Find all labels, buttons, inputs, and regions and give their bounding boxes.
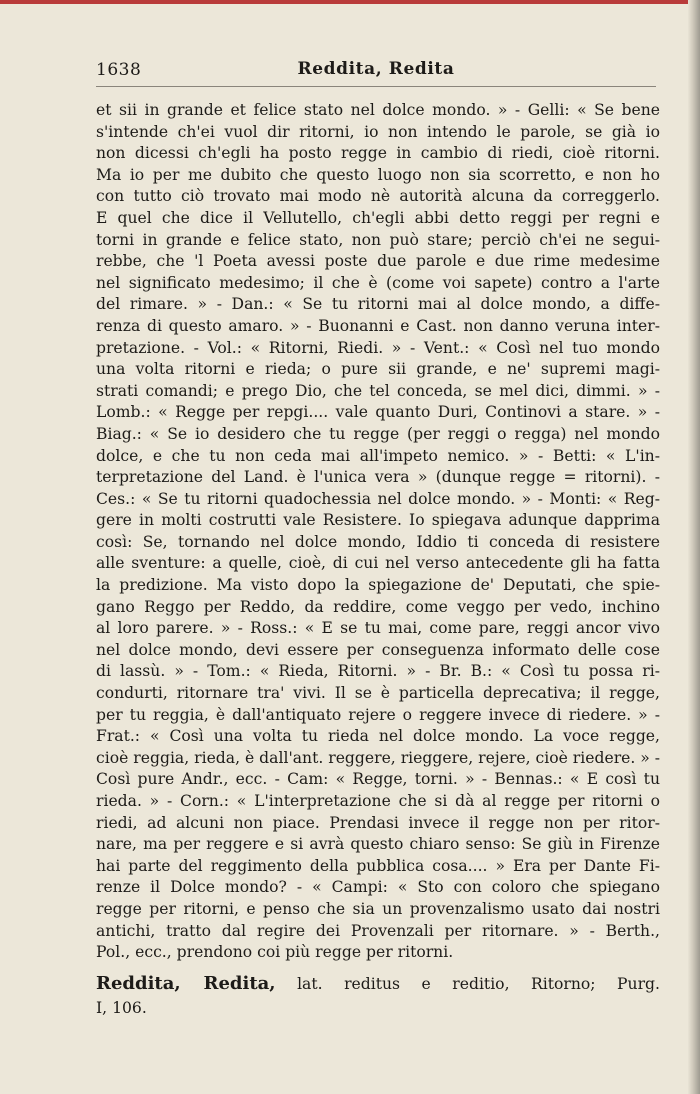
text-line: hai parte del reggimento della pubblica cosa.... » Era per Dante Fi- (96, 856, 660, 875)
text-line: et sii in grande et felice stato nel dolce mondo. » - Gelli: « Se bene (96, 101, 660, 119)
text-line: riedi, ad alcuni non piace. Prendasi invece il regge non per ritor- (96, 813, 660, 832)
text-line: torni in grande e felice stato, non può stare; perciò ch'ei ne segui- (96, 230, 660, 249)
text-line: Ces.: « Se tu ritorni quadochessia nel dolce mondo. » - Monti: « Reg- (96, 489, 660, 508)
entry-reference: I, 106. (96, 999, 147, 1017)
entry-definition: lat. reditus e reditio, Ritorno; Purg. (275, 975, 660, 993)
text-line: Ma io per me dubito che questo luogo non sia scorretto, e non ho (96, 165, 660, 184)
text-line: strati comandi; e prego Dio, che tel conceda, se mel dici, dimmi. » - (96, 381, 660, 400)
text-line: Frat.: « Così una volta tu rieda nel dolce mondo. La voce regge, (96, 727, 660, 746)
commentary-text (96, 100, 660, 964)
text-line: nare, ma per reggere e si avrà questo chiaro senso: Se giù in Firenze (96, 835, 660, 854)
text-line: del rimare. » - Dan.: « Se tu ritorni mai al dolce mondo, a diffe- (96, 295, 660, 314)
text-line: E quel che dice il Vellutello, ch'egli abbi detto reggi per regni e (96, 208, 660, 227)
text-line: cioè reggia, rieda, è dall'ant. reggere, rieggere, rejere, cioè riedere. » - (96, 748, 661, 767)
text-line: antichi, tratto dal regire dei Provenzali per ritornare. » - Berth., (96, 921, 660, 940)
text-line: Così pure Andr., ecc. - Cam: « Regge, torni. » - Bennas.: « E così tu (96, 770, 660, 789)
text-line: Lomb.: « Regge per repgi.... vale quanto Duri, Continovi a stare. » - (96, 403, 660, 422)
text-line: gere in molti costrutti vale Resistere. Io spiegava adunque dapprima (96, 511, 660, 530)
top-edge-line (0, 0, 700, 4)
entry-lemma: Reddita, Redita, (96, 973, 276, 994)
text-line: renza di questo amaro. » - Buonanni e Cast. non danno veruna inter- (96, 316, 660, 335)
text-line: alle sventure: a quelle, cioè, di cui nel verso antecedente gli ha fatta (96, 554, 660, 573)
dictionary-entry (96, 972, 660, 1020)
text-line: per tu reggia, è dall'antiquato rejere o reggere invece di riedere. » - (96, 705, 660, 724)
text-line: così: Se, tornando nel dolce mondo, Iddio ti conceda di resistere (96, 532, 660, 551)
header-rule (96, 86, 656, 87)
page-header (96, 60, 656, 86)
text-line: terpretazione del Land. è l'unica vera » (dunque regge = ritorni). - (96, 468, 660, 487)
entry-line (96, 972, 660, 996)
text-line: renze il Dolce mondo? - « Campi: « Sto con coloro che spiegano (96, 878, 660, 897)
running-head: Reddita, Redita (297, 59, 455, 79)
text-line: nel dolce mondo, devi essere per conseguenza informato delle cose (96, 640, 660, 659)
text-line: gano Reggo per Reddo, da reddire, come veggo per vedo, inchino (96, 597, 660, 616)
text-line: rieda. » - Corn.: « L'interpretazione che si dà al regge per ritorni o (96, 792, 660, 810)
text-line: s'intende ch'ei vuol dir ritorni, io non intendo le parole, se già io (96, 122, 660, 141)
text-line: una volta ritorni e rieda; o pure sii grande, e ne' supremi magi- (96, 360, 660, 379)
text-line: Pol., ecc., prendono coi più regge per ritorni. (96, 943, 454, 962)
text-line: la predizione. Ma visto dopo la spiegazione de' Deputati, che spie- (96, 576, 660, 595)
text-line: regge per ritorni, e penso che sia un provenzalismo usato dai nostri (96, 899, 660, 918)
text-line: al loro parere. » - Ross.: « E se tu mai, come pare, reggi ancor vivo (96, 619, 660, 638)
text-line: Biag.: « Se io desidero che tu regge (per reggi o regga) nel mondo (96, 424, 660, 443)
page-number: 1638 (96, 60, 142, 80)
text-line: pretazione. - Vol.: « Ritorni, Riedi. » - Vent.: « Così nel tuo mondo (96, 338, 660, 357)
text-line: nel significato medesimo; il che è (come voi sapete) contro a l'arte (96, 273, 660, 292)
page-edge-shadow (688, 0, 700, 1094)
text-line: di lassù. » - Tom.: « Rieda, Ritorni. » - Br. B.: « Così tu possa ri- (96, 662, 660, 681)
text-line: dolce, e che tu non ceda mai all'impeto nemico. » - Betti: « L'in- (96, 446, 660, 465)
text-line: con tutto ciò trovato mai modo nè autorità alcuna da correggerlo. (96, 187, 660, 206)
text-line: rebbe, che 'l Poeta avessi poste due parole e due rime medesime (96, 252, 660, 271)
text-line: condurti, ritornare tra' vivi. Il se è particella deprecativa; il regge, (96, 684, 660, 703)
text-line: non dicessi ch'egli ha posto regge in cambio di riedi, cioè ritorni. (96, 144, 660, 163)
